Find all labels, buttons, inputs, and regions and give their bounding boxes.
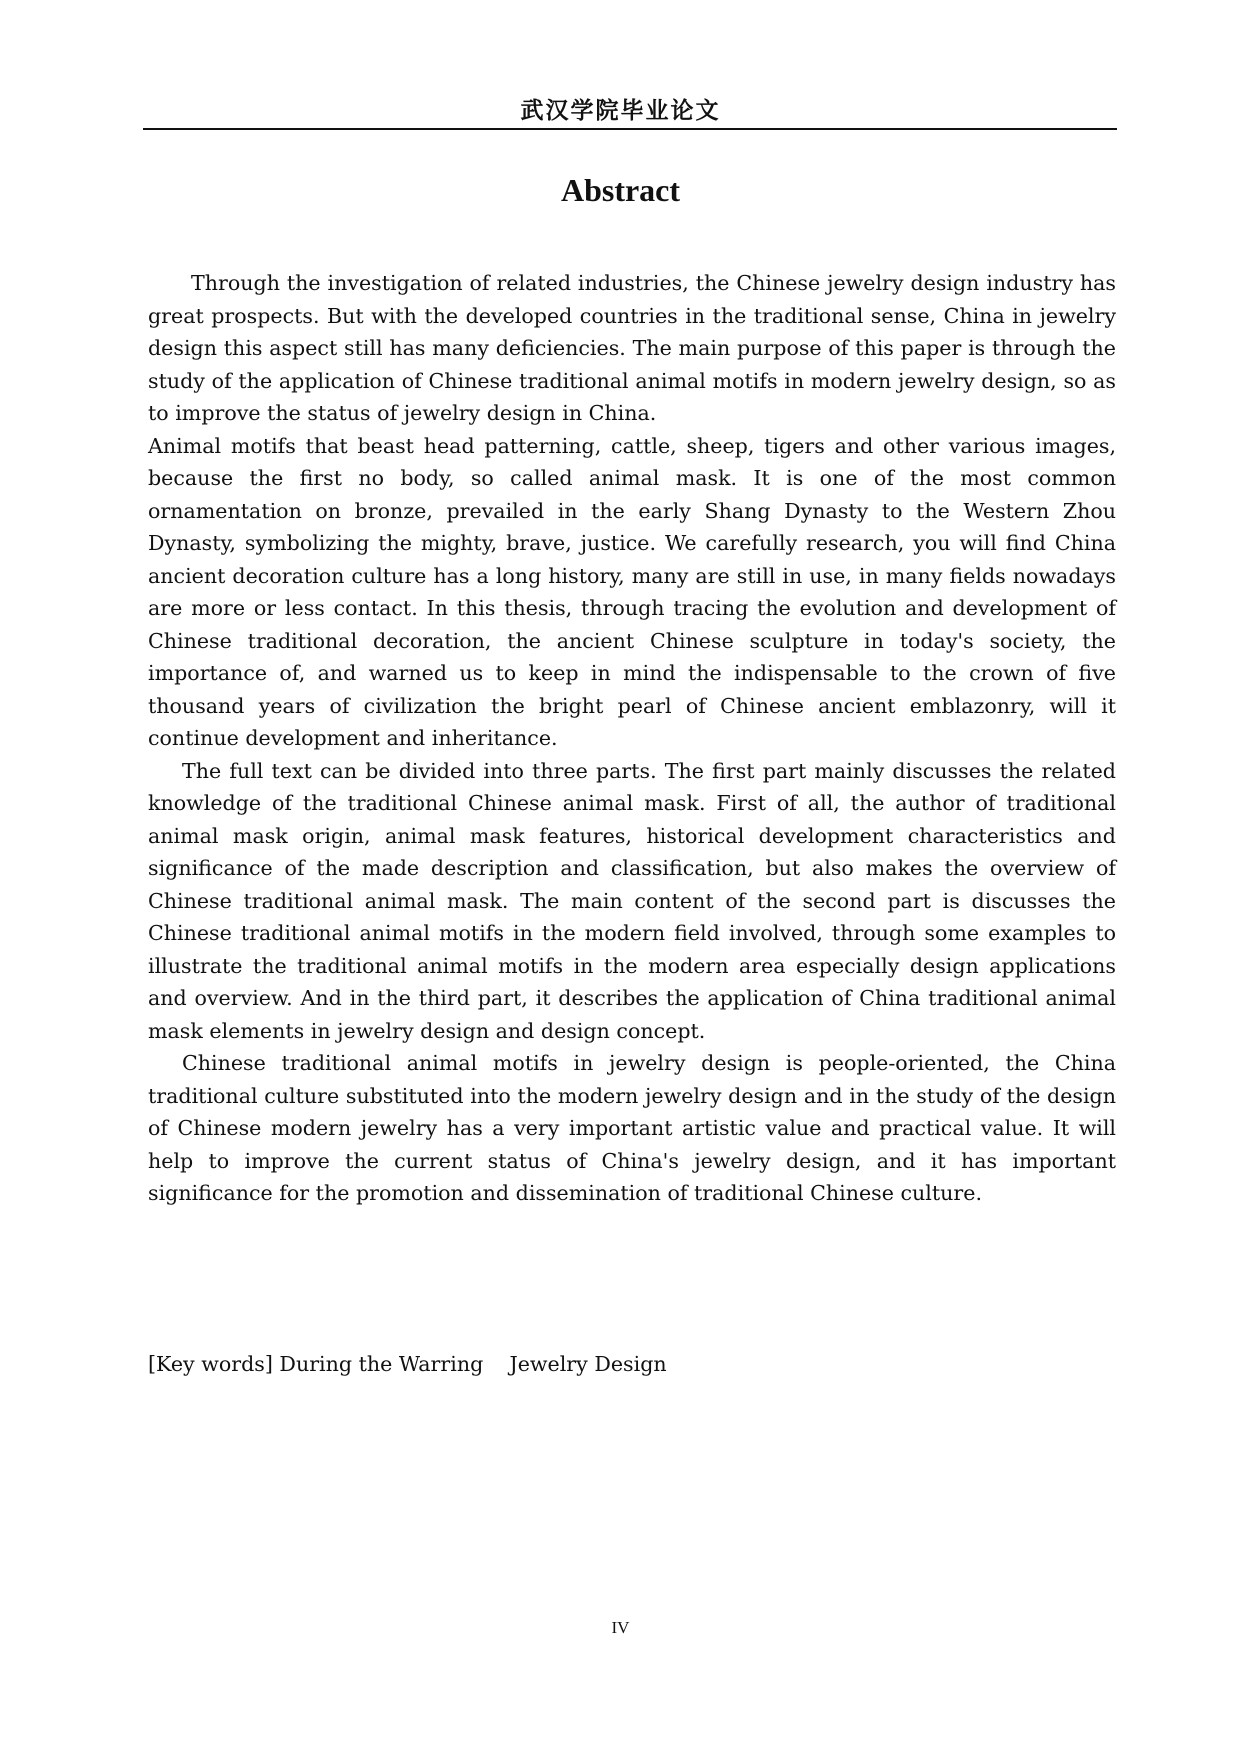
header-divider: [143, 128, 1117, 130]
abstract-heading: Abstract: [560, 172, 681, 208]
abstract-paragraph-2: Animal motifs that beast head patterning, cattle, sheep, tigers and other various images, because the first no body, so called animal mask. It is one of the most common ornamentation on bronze, prevailed in the early Shang Dynasty to the Western Zhou Dynasty, symbolizing the mighty, brave, justice. We carefully research, you will find China ancient decoration culture has a long history, many are still in use, in many fields nowadays are more or less contact. In this thesis, through tracing the evolution and development of Chinese traditional decoration, the ancient Chinese sculpture in today's society, the importance of, and warned us to keep in mind the indispensable to the crown of five thousand years of civilization the bright pearl of Chinese ancient emblazonry, will it continue development and inheritance.: [148, 433, 1116, 750]
abstract-paragraph-1: Through the investigation of related industries, the Chinese jewelry design industry has great prospects. But with the developed countries in the traditional sense, China in jewelry design this aspect still has many deficiencies. The main purpose of this paper is through the study of the application of Chinese traditional animal motifs in modern jewelry design, so as to improve the status of jewelry design in China.: [148, 271, 1116, 425]
running-header: 武汉学院毕业论文: [520, 98, 721, 124]
keywords-line: [Key words] During the Warring Jewelry Design: [148, 1352, 667, 1376]
abstract-body: [148, 267, 1116, 1210]
abstract-paragraph-3: The full text can be divided into three parts. The first part mainly discusses the related knowledge of the traditional Chinese animal mask. First of all, the author of traditional animal mask origin, animal mask features, historical development characteristics and significance of the made description and classification, but also makes the overview of Chinese traditional animal mask. The main content of the second part is discusses the Chinese traditional animal motifs in the modern field involved, through some examples to illustrate the traditional animal motifs in the modern area especially design applications and overview. And in the third part, it describes the application of China traditional animal mask elements in jewelry design and design concept.: [148, 758, 1116, 1043]
page-number: IV: [611, 1618, 630, 1637]
abstract-paragraph-4: Chinese traditional animal motifs in jewelry design is people-oriented, the China traditional culture substituted into the modern jewelry design and in the study of the design of Chinese modern jewelry has a very important artistic value and practical value. It will help to improve the current status of China's jewelry design, and it has important significance for the promotion and dissemination of traditional Chinese culture.: [148, 1051, 1116, 1205]
